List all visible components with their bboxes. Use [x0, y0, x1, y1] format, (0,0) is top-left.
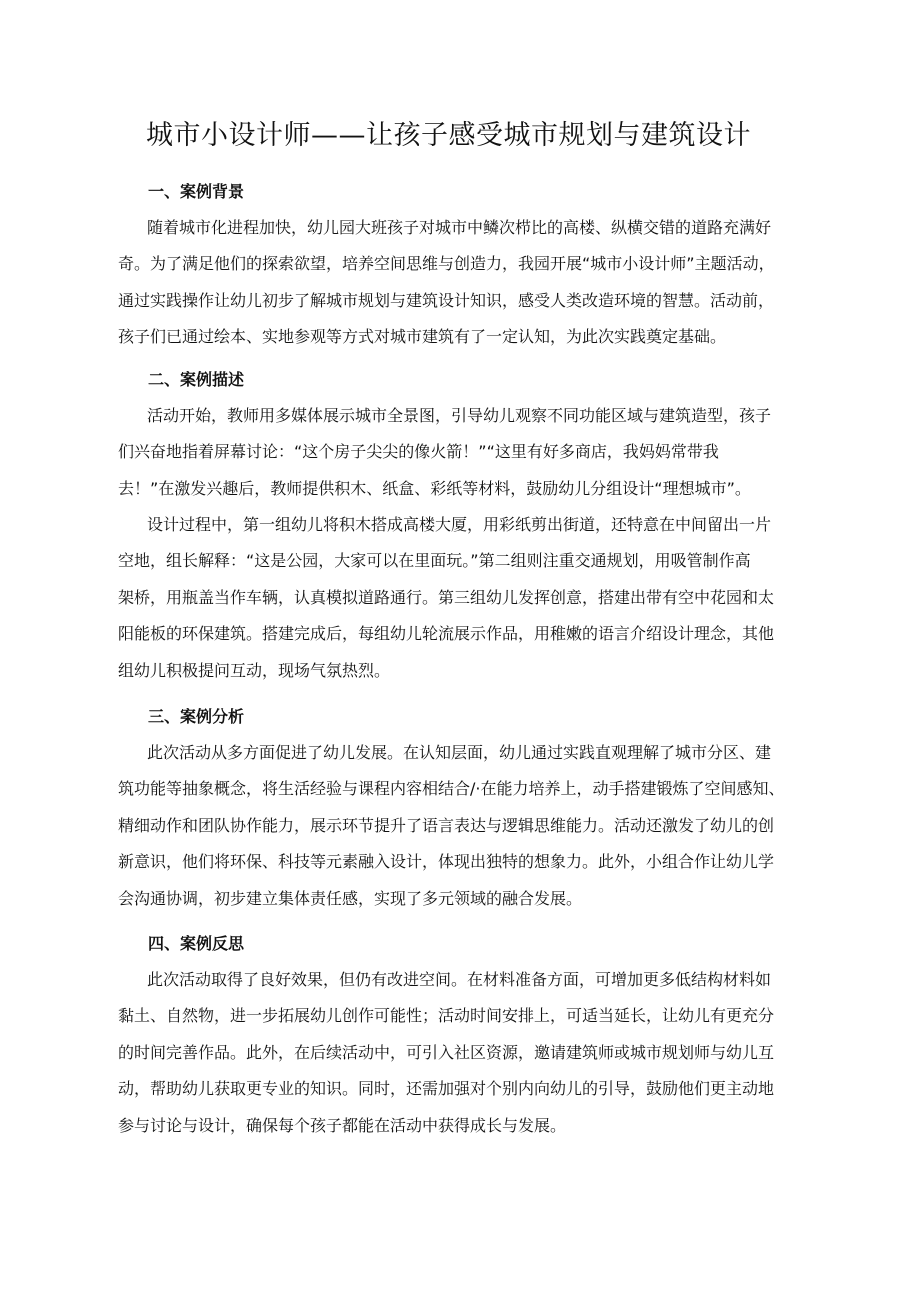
paragraph-reflection	[118, 962, 808, 1144]
paragraph-line: 黏土、自然物，进一步拓展幼儿创作可能性；活动时间安排上，可适当延长，让幼儿有更充分	[118, 1006, 775, 1026]
paragraph-line: 去！”在激发兴趣后，教师提供积木、纸盒、彩纸等材料，鼓励幼儿分组设计“理想城市”。	[118, 478, 751, 498]
section-heading-description: 二、案例描述	[148, 370, 245, 389]
paragraph-line: 随着城市化进程加快，幼儿园大班孩子对城市中鳞次栉比的高楼、纵横交错的道路充满好	[147, 218, 772, 237]
section-heading-reflection: 四、案例反思	[148, 934, 245, 953]
section-heading-background: 一、案例背景	[148, 182, 245, 201]
paragraph-line: 此次活动从多方面促进了幼儿发展。在认知层面，幼儿通过实践直观理解了城市分区、建	[147, 743, 772, 762]
paragraph-line: 孩子们已通过绘本、实地参观等方式对城市建筑有了一定认知，为此次实践奠定基础。	[118, 327, 727, 347]
paragraph-line: 活动开始，教师用多媒体展示城市全景图，引导幼儿观察不同功能区域与建筑造型，孩子	[147, 406, 772, 425]
paragraph-line: 阳能板的环保建筑。搭建完成后，每组幼儿轮流展示作品，用稚嫩的语言介绍设计理念，其他	[118, 624, 775, 644]
page-title: 城市小设计师——让孩子感受城市规划与建筑设计	[146, 120, 751, 151]
paragraph-line: 的时间完善作品。此外，在后续活动中，可引入社区资源，邀请建筑师或城市规划师与幼儿互	[118, 1042, 775, 1062]
paragraph-line: 会沟通协调，初步建立集体责任感，实现了多元领域的融合发展。	[118, 888, 583, 908]
paragraph-line: 设计过程中，第一组幼儿将积木搭成高楼大厦，用彩纸剪出街道，还特意在中间留出一片	[147, 515, 772, 534]
paragraph-description-1	[118, 398, 808, 507]
paragraph-line: 参与讨论与设计，确保每个孩子都能在活动中获得成长与发展。	[118, 1115, 567, 1135]
paragraph-line: 此次活动取得了良好效果，但仍有改进空间。在材料准备方面，可增加更多低结构材料如	[147, 970, 772, 989]
paragraph-line: 新意识，他们将环保、科技等元素融入设计，体现出独特的想象力。此外，小组合作让幼儿学	[118, 852, 775, 872]
paragraph-description-2	[118, 507, 808, 689]
paragraph-analysis	[118, 735, 808, 917]
paragraph-line: 动，帮助幼儿获取更专业的知识。同时，还需加强对个别内向幼儿的引导，鼓励他们更主动地	[118, 1079, 775, 1099]
paragraph-line: 奇。为了满足他们的探索欲望，培养空间思维与创造力，我园开展“城市小设计师”主题活动，	[118, 254, 775, 274]
paragraph-line: 组幼儿积极提问互动，现场气氛热烈。	[118, 660, 391, 680]
paragraph-line: 筑功能等抽象概念，将生活经验与课程内容相结合/·在能力培养上，动手搭建锻炼了空间感知、	[118, 779, 785, 799]
section-heading-analysis: 三、案例分析	[148, 707, 245, 726]
paragraph-line: 们兴奋地指着屏幕讨论：“这个房子尖尖的像火箭！”“这里有好多商店，我妈妈常带我	[118, 442, 719, 462]
paragraph-line: 架桥，用瓶盖当作车辆，认真模拟道路通行。第三组幼儿发挥创意，搭建出带有空中花园和太	[118, 587, 775, 607]
paragraph-line: 精细动作和团队协作能力，展示环节提升了语言表达与逻辑思维能力。活动还激发了幼儿的创	[118, 815, 775, 835]
paragraph-line: 通过实践操作让幼儿初步了解城市规划与建筑设计知识，感受人类改造环境的智慧。活动前，	[118, 290, 775, 310]
paragraph-line: 空地，组长解释：“这是公园，大家可以在里面玩。”第二组则注重交通规划，用吸管制作高	[118, 551, 751, 571]
paragraph-background	[118, 210, 808, 356]
